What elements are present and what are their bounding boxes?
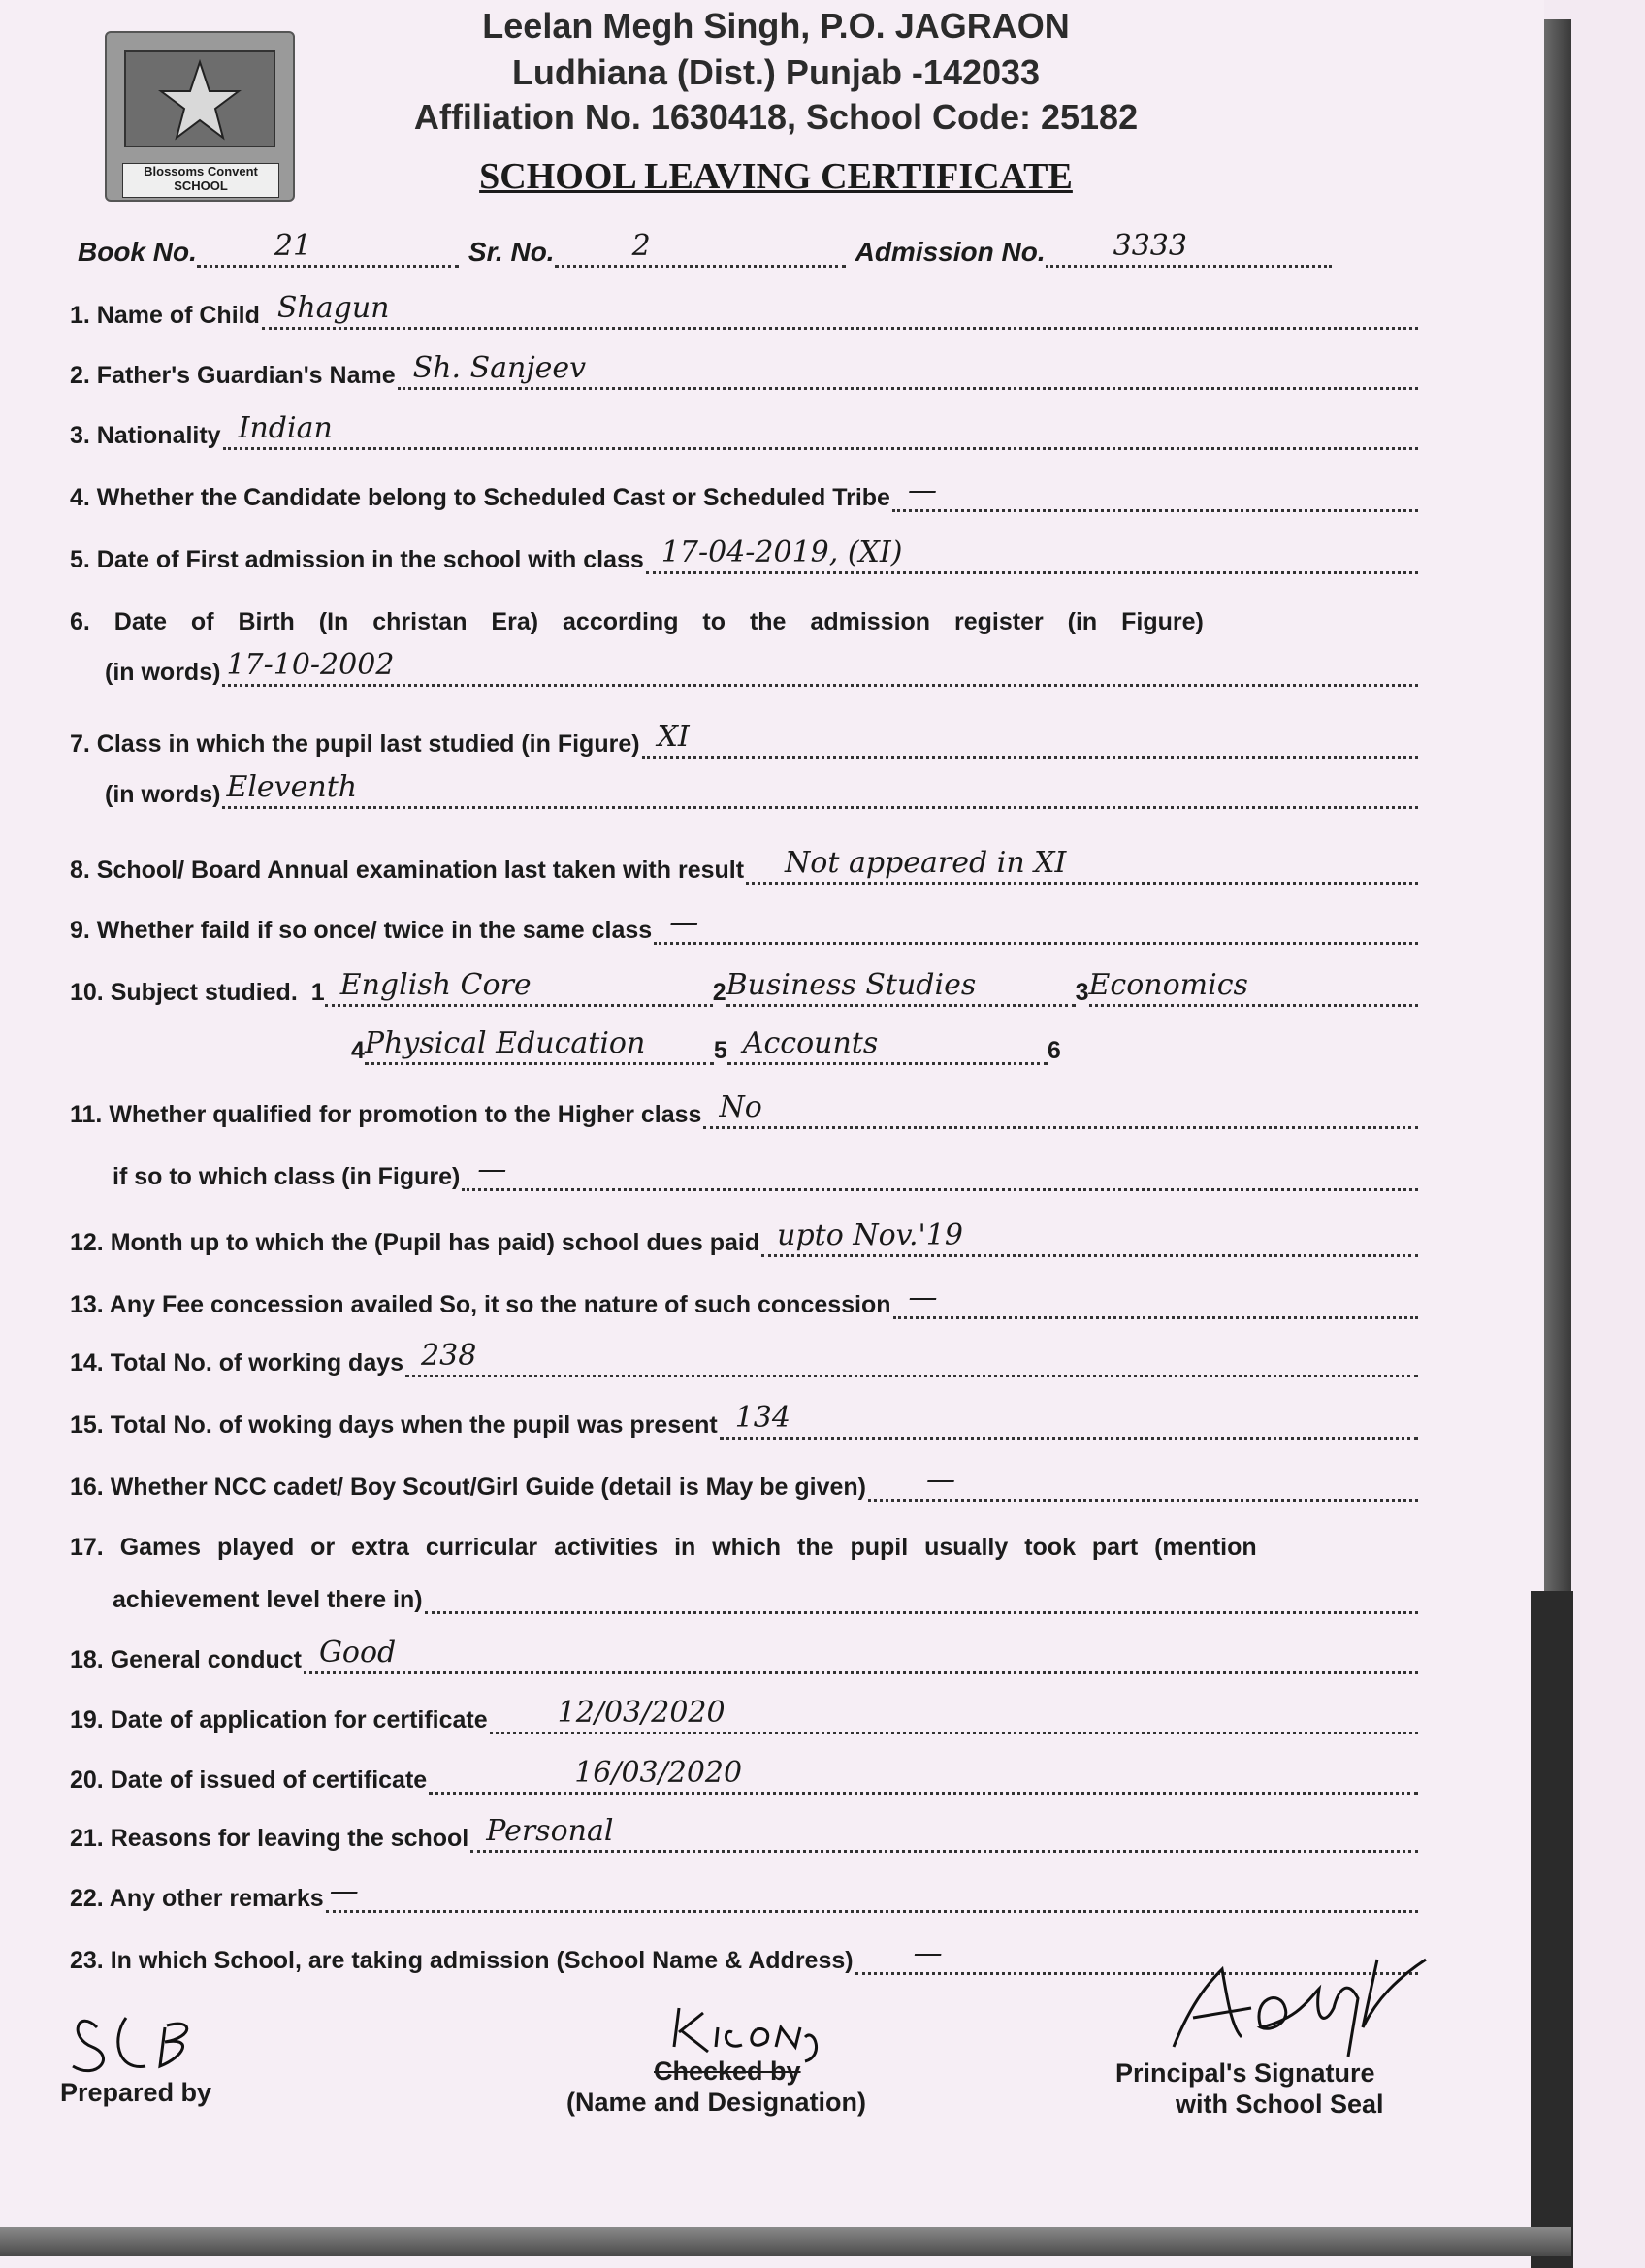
book-no-label: Book No. (78, 237, 197, 267)
principal-signature-icon (1154, 1940, 1435, 2066)
sr-no-label: Sr. No. (468, 237, 555, 267)
field-value: 238 (421, 1339, 477, 1373)
field-value: No (719, 1090, 762, 1124)
field-value: Not appeared in XI (785, 846, 1067, 880)
field-value: Good (318, 1636, 397, 1669)
field-value: upto Nov.'19 (777, 1218, 963, 1252)
subject-2: Business Studies (726, 968, 977, 1002)
field-class-last-studied: 7. Class in which the pupil last studied (in Figure) XI (70, 716, 1418, 759)
field-value: 17-04-2019, (XI) (661, 535, 903, 569)
field-dues-paid: 12. Month up to which the (Pupil has paid) school dues paid upto Nov.'19 (70, 1215, 1418, 1257)
field-scheduled-caste: 4. Whether the Candidate belong to Scheduled Cast or Scheduled Tribe — (70, 470, 1418, 512)
field-working-days: 14. Total No. of working days 238 (70, 1335, 1418, 1377)
school-seal-label: with School Seal (1176, 2090, 1384, 2119)
school-logo (105, 31, 295, 202)
logo-emblem-icon (124, 50, 275, 147)
subject-4: Physical Education (364, 1026, 646, 1060)
field-qualified-promotion: 11. Whether qualified for promotion to the Higher class No (70, 1086, 1418, 1129)
field-general-conduct: 18. General conduct Good (70, 1632, 1418, 1674)
field-father-name: 2. Father's Guardian's Name Sh. Sanjeev (70, 347, 1418, 390)
scan-edge-right-dark (1531, 1591, 1573, 2268)
field-dob-in-words: (in words) 17-10-2002 (70, 644, 1418, 687)
field-achievement-level: achievement level there in) (70, 1571, 1418, 1614)
field-value: Personal (486, 1814, 614, 1848)
field-value: Sh. Sanjeev (412, 351, 587, 385)
prepared-by-signature-icon (58, 1998, 252, 2086)
field-class-in-words: (in words) Eleventh (70, 766, 1418, 809)
field-ncc-scout: 16. Whether NCC cadet/ Boy Scout/Girl Guide (detail is May be given) — (70, 1459, 1418, 1502)
principal-signature-label: Principal's Signature (1115, 2058, 1375, 2088)
affiliation-line: Affiliation No. 1630418, School Code: 25182 (413, 97, 1139, 137)
field-value: — (926, 1463, 955, 1497)
field-next-school: 23. In which School, are taking admission (School Name & Address) — (70, 1932, 1418, 1975)
field-subjects-row1: 10. Subject studied. 1 English Core 2 Business Studies 3 Economics (70, 964, 1418, 1007)
field-subjects-row2: 4 Physical Education 5 Accounts 6 (351, 1026, 1061, 1064)
field-value: XI (657, 720, 690, 754)
field-value: Eleventh (226, 770, 358, 804)
logo-text: Blossoms Convent SCHOOL (122, 163, 279, 198)
field-value: — (329, 1874, 359, 1908)
field-name-of-child: 1. Name of Child Shagun (70, 287, 1418, 330)
field-value: 17-10-2002 (226, 648, 395, 682)
field-nationality: 3. Nationality Indian (70, 407, 1418, 450)
subject-5: Accounts (742, 1026, 879, 1060)
field-games-activities: 17. Games played or extra curricular activities in which the pupil usually took part (mention (70, 1534, 1257, 1561)
book-sr-admission-line (78, 221, 1435, 268)
field-promotion-class: if so to which class (in Figure) — (70, 1149, 1418, 1191)
certificate-title: SCHOOL LEAVING CERTIFICATE (479, 156, 1073, 197)
admission-no-label: Admission No. (855, 237, 1046, 267)
field-fee-concession: 13. Any Fee concession availed So, it so the nature of such concession — (70, 1277, 1418, 1319)
scan-edge-bottom (0, 2227, 1571, 2256)
field-value: Indian (238, 411, 333, 445)
checked-by-designation-label: (Name and Designation) (566, 2088, 867, 2117)
field-date-of-birth: 6. Date of Birth (In christan Era) according to the admission register (in Figure) (70, 608, 1204, 635)
field-leaving-reason: 21. Reasons for leaving the school Personal (70, 1810, 1418, 1853)
subject-3: Economics (1088, 968, 1248, 1002)
field-value: — (908, 1280, 938, 1314)
admission-no-value: 3333 (1113, 229, 1187, 263)
field-issue-date: 20. Date of issued of certificate 16/03/2020 (70, 1752, 1418, 1795)
field-value: — (477, 1152, 507, 1186)
field-value: 16/03/2020 (574, 1756, 743, 1790)
book-no-value: 21 (274, 229, 312, 263)
field-value: — (669, 906, 699, 940)
subject-1: English Core (339, 968, 532, 1002)
field-value: Shagun (276, 291, 390, 325)
field-days-present: 15. Total No. of woking days when the pupil was present 134 (70, 1397, 1418, 1440)
field-value: — (913, 1936, 943, 1970)
sr-no-value: 2 (631, 229, 651, 263)
school-address-line2: Ludhiana (Dist.) Punjab -142033 (511, 52, 1041, 92)
field-application-date: 19. Date of application for certificate 12/03/2020 (70, 1692, 1418, 1734)
school-address-line1: Leelan Megh Singh, P.O. JAGRAON (482, 6, 1070, 46)
field-failed: 9. Whether faild if so once/ twice in the same class — (70, 902, 1418, 945)
field-value: 12/03/2020 (557, 1696, 726, 1730)
checked-by-label: Checked by (654, 2057, 801, 2086)
field-value: 134 (734, 1401, 790, 1435)
field-exam-result: 8. School/ Board Annual examination last taken with result Not appeared in XI (70, 842, 1418, 885)
field-value: — (907, 473, 937, 507)
field-other-remarks: 22. Any other remarks — (70, 1870, 1418, 1913)
field-first-admission: 5. Date of First admission in the school with class 17-04-2019, (XI) (70, 532, 1418, 574)
prepared-by-label: Prepared by (60, 2078, 212, 2107)
